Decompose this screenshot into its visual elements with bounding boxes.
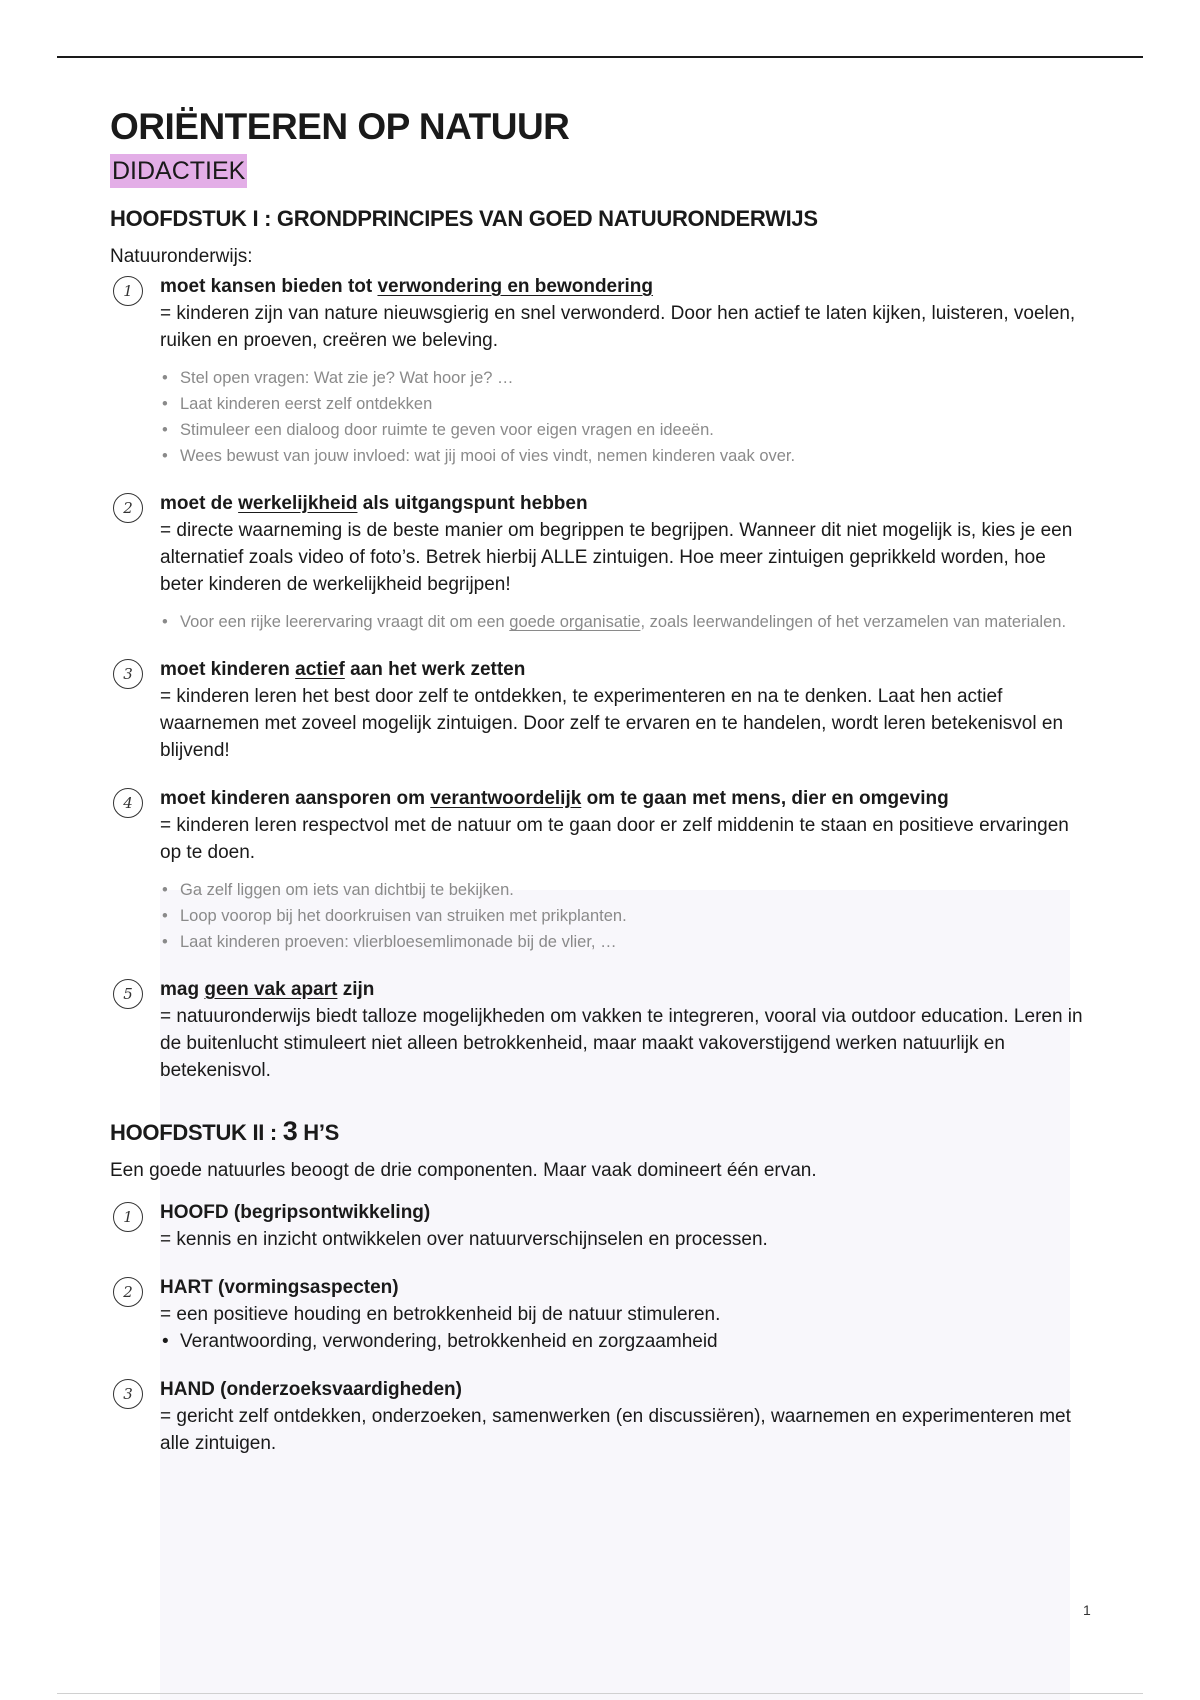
tips-list (160, 877, 1090, 955)
list-item: • Laat kinderen proeven: vlierbloesemlimonade bij de vlier, … (160, 929, 1090, 955)
tips-list (160, 609, 1090, 635)
principle-title: moet kansen bieden tot verwondering en bewondering (160, 276, 654, 297)
circled-number-icon: 2 (113, 1277, 143, 1307)
principle-title: moet de werkelijkheid als uitgangspunt hebben (160, 493, 588, 514)
list-item: • Laat kinderen eerst zelf ontdekken (160, 391, 1090, 417)
principle-text: = natuuronderwijs biedt talloze mogelijkheden om vakken te integreren, vooral via outdoor education. Leren in de buitenlucht stimuleert niet alleen betrokkenheid, maar maakt vakoverstijgend werken natuurlijk en betekenisvol. (160, 1006, 1083, 1081)
circled-number-icon: 1 (113, 1202, 143, 1232)
principle-title: moet kinderen aansporen om verantwoordelijk om te gaan met mens, dier en omgeving (160, 788, 949, 809)
principle-text: = kinderen zijn van nature nieuwsgierig en snel verwonderd. Door hen actief te laten kijken, luisteren, voelen, ruiken en proeven, creëren we beleving. (160, 303, 1076, 351)
top-rule (57, 56, 1143, 58)
principle-item-2 (110, 491, 1090, 635)
principle-text: = kinderen leren het best door zelf te ontdekken, te experimenteren en na te denken. Laat hen actief waarnemen met zoveel mogelijk zintuigen. Door zelf te ervaren en te handelen, wordt leren betekenisvol en blijvend! (160, 686, 1064, 761)
document-title: ORIËNTEREN OP NATUUR (110, 106, 570, 147)
chapter-2-heading: HOOFDSTUK II : 3 H’S (110, 1116, 340, 1146)
principle-text: = directe waarneming is de beste manier om begrippen te begrijpen. Wanneer dit niet mogelijk is, kies je een alternatief zoals video of foto’s. Betrek hierbij ALLE zintuigen. Hoe meer zintuigen geprikkeld worden, hoe beter kinderen de werkelijkheid begrijpen! (160, 520, 1073, 595)
component-item-2 (110, 1275, 1090, 1355)
bottom-rule (57, 1693, 1143, 1694)
circled-number-icon: 3 (113, 1379, 143, 1409)
component-text: = kennis en inzicht ontwikkelen over natuurverschijnselen en processen. (160, 1229, 768, 1250)
list-item: • Stel open vragen: Wat zie je? Wat hoor je? … (160, 365, 1090, 391)
principle-item-3 (110, 657, 1090, 764)
principle-item-5 (110, 977, 1090, 1084)
list-item: • Stimuleer een dialoog door ruimte te geven voor eigen vragen en ideeën. (160, 417, 1090, 443)
list-item: • Voor een rijke leerervaring vraagt dit om een goede organisatie, zoals leerwandelingen of het verzamelen van materialen. (160, 609, 1090, 635)
circled-number-icon: 3 (113, 659, 143, 689)
circled-number-icon: 1 (113, 276, 143, 306)
tips-list (160, 365, 1090, 469)
component-item-1 (110, 1200, 1090, 1253)
component-list (160, 1328, 1090, 1355)
principle-title: mag geen vak apart zijn (160, 979, 375, 1000)
list-item: • Verantwoording, verwondering, betrokkenheid en zorgzaamheid (160, 1328, 1090, 1355)
principle-title: moet kinderen actief aan het werk zetten (160, 659, 526, 680)
component-title: HAND (onderzoeksvaardigheden) (160, 1379, 462, 1400)
subtitle-highlight: DIDACTIEK (110, 154, 247, 188)
component-title: HOOFD (begripsontwikkeling) (160, 1202, 431, 1223)
circled-number-icon: 5 (113, 979, 143, 1009)
chapter-1-heading: HOOFDSTUK I : GRONDPRINCIPES VAN GOED NATUURONDERWIJS (110, 206, 818, 231)
chapter-2-intro: Een goede natuurles beoogt de drie componenten. Maar vaak domineert één ervan. (110, 1160, 817, 1181)
circled-number-icon: 4 (113, 788, 143, 818)
component-title: HART (vormingsaspecten) (160, 1277, 399, 1298)
principle-item-4 (110, 786, 1090, 955)
chapter-1-intro: Natuuronderwijs: (110, 246, 253, 267)
list-item: • Wees bewust van jouw invloed: wat jij mooi of vies vindt, nemen kinderen vaak over. (160, 443, 1090, 469)
component-text: = gericht zelf ontdekken, onderzoeken, samenwerken (en discussiëren), waarnemen en experimenteren met alle zintuigen. (160, 1406, 1071, 1454)
component-text: = een positieve houding en betrokkenheid bij de natuur stimuleren. (160, 1304, 721, 1325)
component-item-3 (110, 1377, 1090, 1457)
document-body (110, 102, 1090, 1457)
principle-item-1 (110, 274, 1090, 469)
page-number: 1 (1083, 1602, 1091, 1618)
circled-number-icon: 2 (113, 493, 143, 523)
list-item: • Loop voorop bij het doorkruisen van struiken met prikplanten. (160, 903, 1090, 929)
principle-text: = kinderen leren respectvol met de natuur om te gaan door er zelf middenin te staan en positieve ervaringen op te doen. (160, 815, 1069, 863)
list-item: • Ga zelf liggen om iets van dichtbij te bekijken. (160, 877, 1090, 903)
